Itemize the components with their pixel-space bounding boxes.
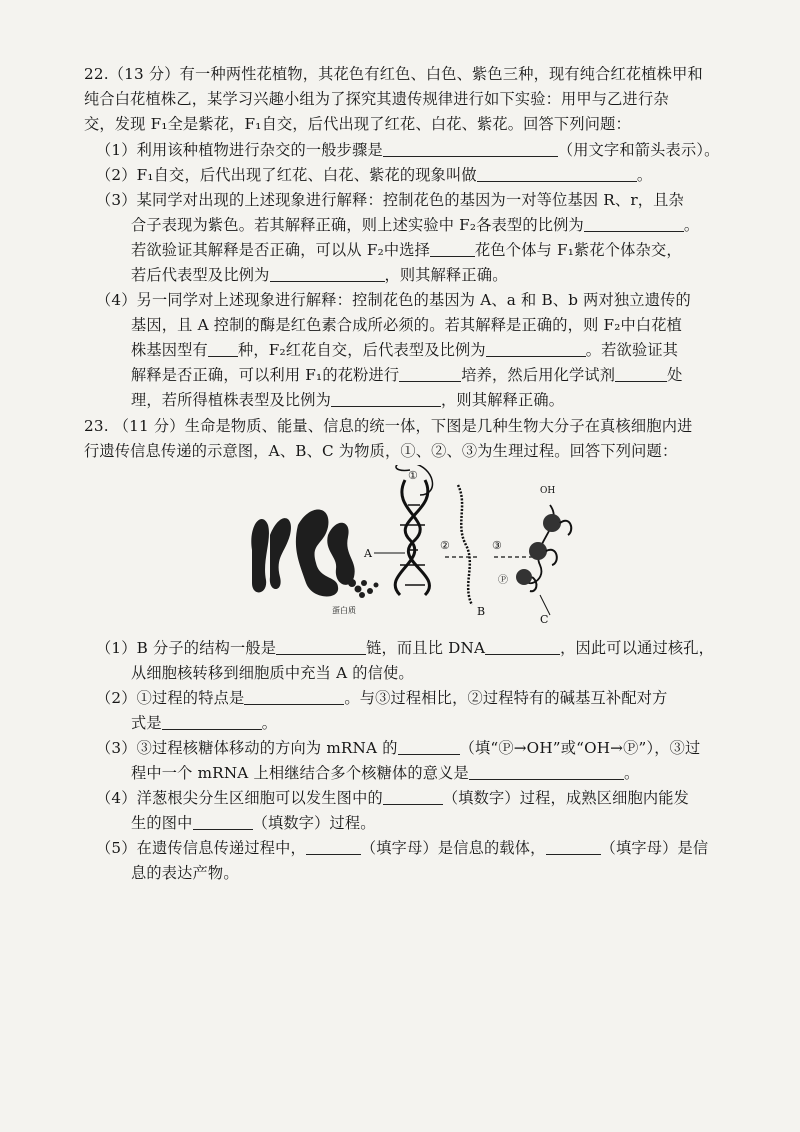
q22-part2: （2）F₁自交，后代出现了红花、白花、紫花的现象叫做 。	[96, 166, 653, 184]
protein-label: 蛋白质	[332, 606, 356, 615]
process-1-label: ①	[408, 469, 418, 482]
oh-label: OH	[540, 486, 556, 496]
q23-part2-line2: 式是 。	[131, 714, 278, 732]
q22-part4-line3: 株基因型有 种，F₂红花自交，后代表型及比例为 。若欲验证其	[131, 341, 679, 359]
q23-part4-line2: 生的图中 （填数字）过程。	[131, 814, 376, 832]
q23-part5-line1: （5）在遗传信息传递过程中， （填字母）是信息的载体， （填字母）是信	[96, 839, 709, 857]
q22-part3-line3: 若欲验证其解释是否正确，可以从 F₂中选择 花色个体与 F₁紫花个体杂交，	[131, 241, 682, 259]
q22-line-3: 交，发现 F₁全是紫花，F₁自交，后代出现了红花、白花、紫花。回答下列问题：	[84, 115, 631, 133]
q23-part5-line2: 息的表达产物。	[131, 864, 239, 882]
q23-part3-line2: 程中一个 mRNA 上相继结合多个核糖体的意义是 。	[131, 764, 640, 782]
q22-part4-line4: 解释是否正确，可以利用 F₁的花粉进行 培养，然后用化学试剂 处	[131, 366, 683, 384]
q23-part1-line2: 从细胞核转移到细胞质中充当 A 的信使。	[131, 664, 414, 682]
label-C: C	[540, 613, 549, 625]
q22-part3-line4: 若后代表型及比例为 ，则其解释正确。	[131, 266, 508, 284]
q22-part1: （1）利用该种植物进行杂交的一般步骤是 （用文字和箭头表示）。	[96, 141, 720, 159]
label-A: A	[364, 547, 372, 560]
process-2-label: ②	[440, 539, 450, 552]
q22-part4-line2: 基因，且 A 控制的酶是红色素合成所必须的。若其解释是正确的，则 F₂中白花植	[131, 316, 683, 334]
q23-part4-line1: （4）洋葱根尖分生区细胞可以发生图中的 （填数字）过程，成熟区细胞内能发	[96, 789, 690, 807]
q22-part3-line2: 合子表现为紫色。若其解释正确，则上述实验中 F₂各表型的比例为 。	[131, 216, 700, 234]
q23-part3-line1: （3）③过程核糖体移动的方向为 mRNA 的 （填“Ⓟ→OH”或“OH→Ⓟ”），③过	[96, 739, 701, 757]
q23-part1-line1: （1）B 分子的结构一般是 链，而且比 DNA ，因此可以通过核孔，	[96, 639, 715, 657]
q22-part3-line1: （3）某同学对出现的上述现象进行解释：控制花色的基因为一对等位基因 R、r，且杂	[96, 191, 684, 209]
q22-part4-line1: （4）另一同学对上述现象进行解释：控制花色的基因为 A、a 和 B、b 两对独立遗传的	[96, 291, 691, 309]
phosphate-label: Ⓟ	[498, 575, 508, 586]
q22-part4-line5: 理，若所得植株表型及比例为 ，则其解释正确。	[131, 391, 565, 409]
q23-line-2: 行遗传信息传递的示意图，A、B、C 为物质，①、②、③为生理过程。回答下列问题：	[84, 442, 678, 460]
q23-line-1: 23. （11 分）生命是物质、能量、信息的统一体，下图是几种生物大分子在真核细胞内进	[84, 417, 693, 435]
q22-line-2: 纯合白花植株乙，某学习兴趣小组为了探究其遗传规律进行如下实验：用甲与乙进行杂	[84, 90, 669, 108]
process-3-label: ③	[492, 539, 502, 552]
q23-part2-line1: （2）①过程的特点是 。与③过程相比，②过程特有的碱基互补配对方	[96, 689, 668, 707]
q22-line-1: 22.（13 分）有一种两性花植物，其花色有红色、白色、紫色三种，现有纯合红花植株甲和	[84, 65, 703, 83]
label-B: B	[477, 605, 486, 618]
